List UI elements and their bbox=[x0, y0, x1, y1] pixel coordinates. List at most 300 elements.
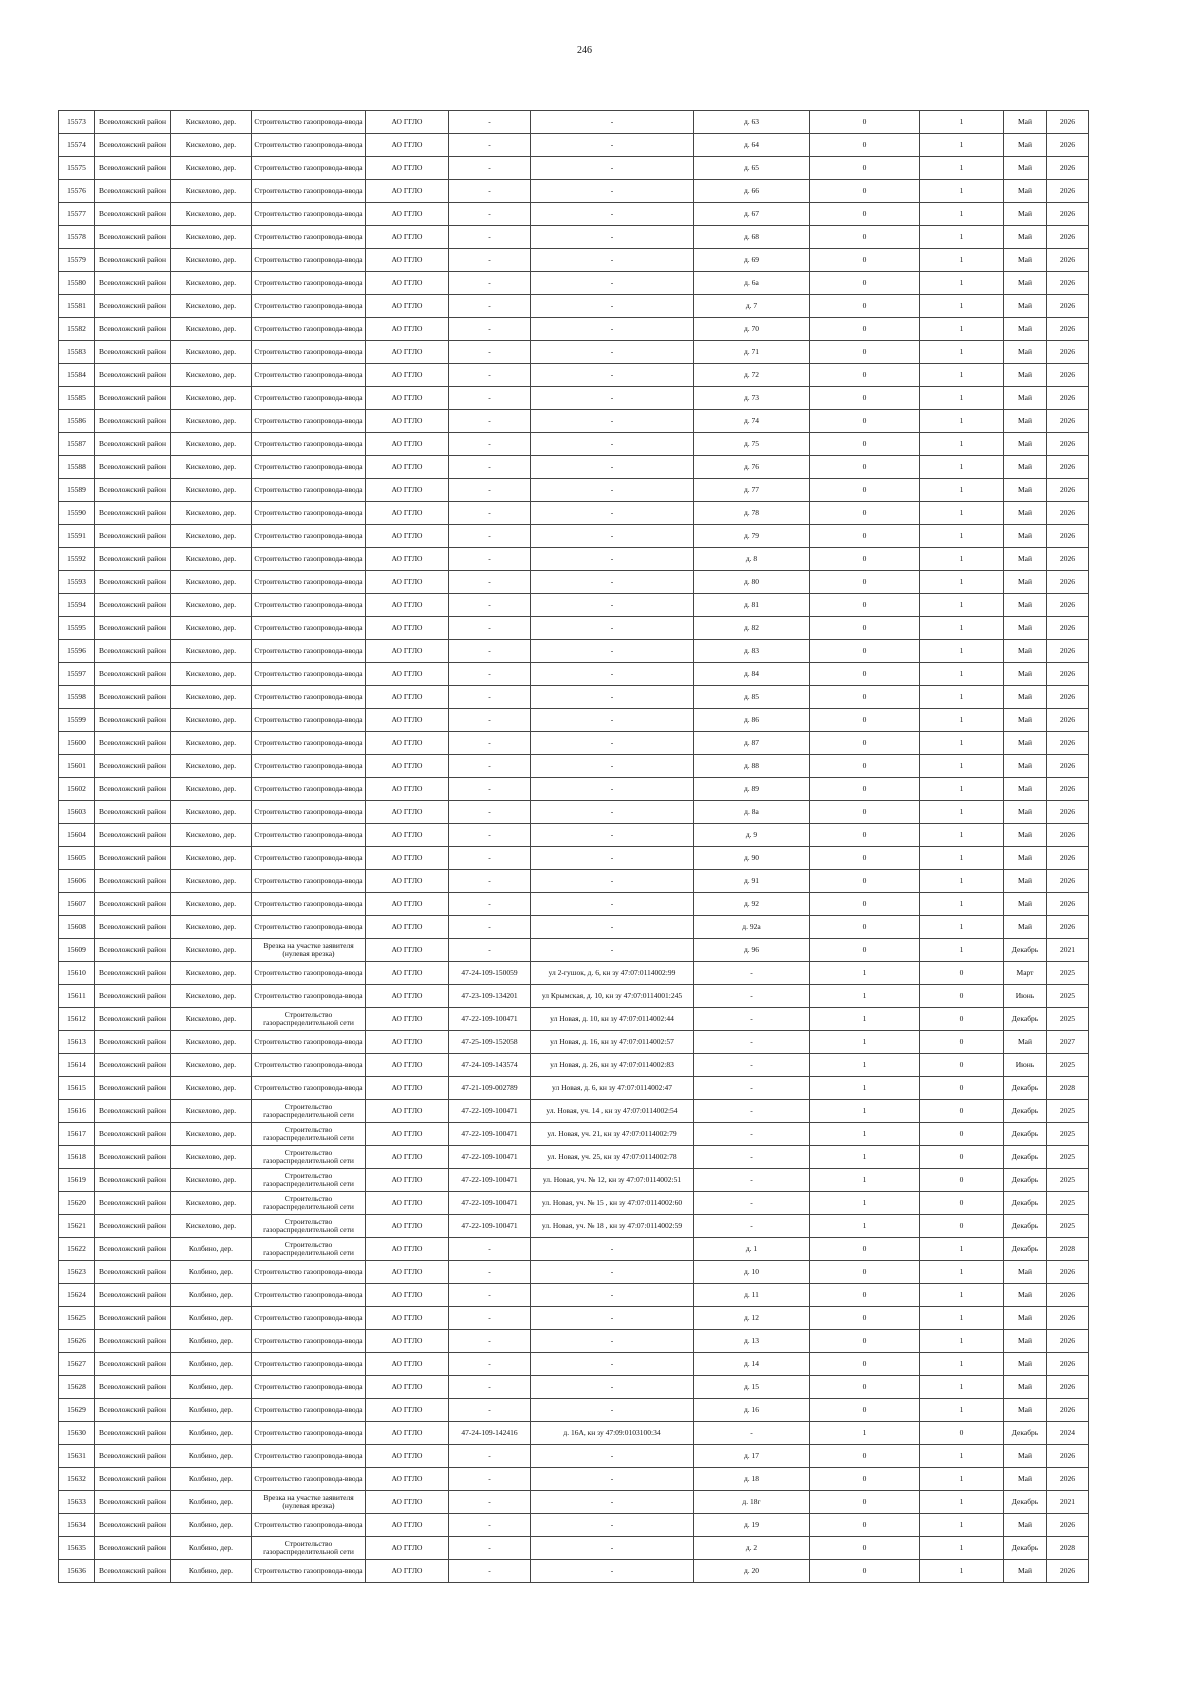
row-number-cell: 15591 bbox=[59, 525, 95, 548]
month-cell: Декабрь bbox=[1004, 1215, 1047, 1238]
address-cell: - bbox=[531, 893, 694, 916]
settlement-cell: Колбино, дер. bbox=[171, 1307, 252, 1330]
table-row bbox=[59, 203, 1089, 226]
count-b-cell: 1 bbox=[920, 1353, 1004, 1376]
settlement-cell: Кискелово, дер. bbox=[171, 1008, 252, 1031]
count-b-cell: 1 bbox=[920, 318, 1004, 341]
application-number-cell: - bbox=[449, 640, 531, 663]
organization-cell: АО ГГЛО bbox=[366, 1031, 449, 1054]
month-cell: Май bbox=[1004, 617, 1047, 640]
settlement-cell: Кискелово, дер. bbox=[171, 1054, 252, 1077]
year-cell: 2026 bbox=[1047, 1307, 1089, 1330]
count-a-cell: 0 bbox=[810, 617, 920, 640]
count-b-cell: 1 bbox=[920, 410, 1004, 433]
month-cell: Май bbox=[1004, 1376, 1047, 1399]
house-number-cell: - bbox=[694, 1146, 810, 1169]
organization-cell: АО ГГЛО bbox=[366, 1560, 449, 1583]
row-number-cell: 15621 bbox=[59, 1215, 95, 1238]
year-cell: 2026 bbox=[1047, 709, 1089, 732]
application-number-cell: 47-22-109-100471 bbox=[449, 1100, 531, 1123]
year-cell: 2028 bbox=[1047, 1238, 1089, 1261]
count-a-cell: 0 bbox=[810, 410, 920, 433]
address-cell: - bbox=[531, 226, 694, 249]
work-type-cell: Строительство газопровода-ввода bbox=[252, 985, 366, 1008]
table-row bbox=[59, 1008, 1089, 1031]
organization-cell: АО ГГЛО bbox=[366, 249, 449, 272]
work-type-cell: Строительство газораспределительной сети bbox=[252, 1238, 366, 1261]
address-cell: - bbox=[531, 1238, 694, 1261]
house-number-cell: д. 84 bbox=[694, 663, 810, 686]
organization-cell: АО ГГЛО bbox=[366, 410, 449, 433]
count-a-cell: 0 bbox=[810, 893, 920, 916]
organization-cell: АО ГГЛО bbox=[366, 686, 449, 709]
row-number-cell: 15618 bbox=[59, 1146, 95, 1169]
month-cell: Декабрь bbox=[1004, 1146, 1047, 1169]
district-cell: Всеволожский район bbox=[95, 640, 171, 663]
district-cell: Всеволожский район bbox=[95, 962, 171, 985]
year-cell: 2026 bbox=[1047, 157, 1089, 180]
count-b-cell: 1 bbox=[920, 1514, 1004, 1537]
year-cell: 2026 bbox=[1047, 1261, 1089, 1284]
row-number-cell: 15582 bbox=[59, 318, 95, 341]
count-a-cell: 1 bbox=[810, 1422, 920, 1445]
address-cell: - bbox=[531, 203, 694, 226]
work-type-cell: Строительство газопровода-ввода bbox=[252, 479, 366, 502]
address-cell: - bbox=[531, 272, 694, 295]
row-number-cell: 15627 bbox=[59, 1353, 95, 1376]
month-cell: Май bbox=[1004, 1031, 1047, 1054]
district-cell: Всеволожский район bbox=[95, 272, 171, 295]
count-b-cell: 0 bbox=[920, 1146, 1004, 1169]
organization-cell: АО ГГЛО bbox=[366, 1077, 449, 1100]
row-number-cell: 15603 bbox=[59, 801, 95, 824]
district-cell: Всеволожский район bbox=[95, 1399, 171, 1422]
count-b-cell: 0 bbox=[920, 985, 1004, 1008]
month-cell: Июнь bbox=[1004, 985, 1047, 1008]
year-cell: 2026 bbox=[1047, 893, 1089, 916]
count-b-cell: 1 bbox=[920, 1468, 1004, 1491]
application-number-cell: - bbox=[449, 709, 531, 732]
table-row bbox=[59, 1307, 1089, 1330]
application-number-cell: 47-22-109-100471 bbox=[449, 1146, 531, 1169]
settlement-cell: Кискелово, дер. bbox=[171, 916, 252, 939]
table-row bbox=[59, 1100, 1089, 1123]
count-a-cell: 0 bbox=[810, 801, 920, 824]
house-number-cell: д. 83 bbox=[694, 640, 810, 663]
count-b-cell: 0 bbox=[920, 1031, 1004, 1054]
settlement-cell: Колбино, дер. bbox=[171, 1445, 252, 1468]
settlement-cell: Кискелово, дер. bbox=[171, 479, 252, 502]
application-number-cell: - bbox=[449, 433, 531, 456]
organization-cell: АО ГГЛО bbox=[366, 1514, 449, 1537]
month-cell: Май bbox=[1004, 1261, 1047, 1284]
settlement-cell: Колбино, дер. bbox=[171, 1422, 252, 1445]
table-row bbox=[59, 433, 1089, 456]
house-number-cell: д. 19 bbox=[694, 1514, 810, 1537]
year-cell: 2026 bbox=[1047, 341, 1089, 364]
settlement-cell: Кискелово, дер. bbox=[171, 847, 252, 870]
count-b-cell: 1 bbox=[920, 824, 1004, 847]
settlement-cell: Кискелово, дер. bbox=[171, 410, 252, 433]
application-number-cell: - bbox=[449, 111, 531, 134]
row-number-cell: 15606 bbox=[59, 870, 95, 893]
count-a-cell: 0 bbox=[810, 1307, 920, 1330]
work-type-cell: Строительство газораспределительной сети bbox=[252, 1008, 366, 1031]
address-cell: - bbox=[531, 364, 694, 387]
work-type-cell: Строительство газопровода-ввода bbox=[252, 525, 366, 548]
month-cell: Май bbox=[1004, 801, 1047, 824]
row-number-cell: 15620 bbox=[59, 1192, 95, 1215]
address-cell: - bbox=[531, 134, 694, 157]
row-number-cell: 15635 bbox=[59, 1537, 95, 1560]
house-number-cell: д. 1 bbox=[694, 1238, 810, 1261]
organization-cell: АО ГГЛО bbox=[366, 1123, 449, 1146]
table-row bbox=[59, 939, 1089, 962]
application-number-cell: - bbox=[449, 203, 531, 226]
application-number-cell: - bbox=[449, 134, 531, 157]
district-cell: Всеволожский район bbox=[95, 1054, 171, 1077]
month-cell: Май bbox=[1004, 111, 1047, 134]
address-cell: - bbox=[531, 249, 694, 272]
address-cell: - bbox=[531, 1284, 694, 1307]
application-number-cell: - bbox=[449, 778, 531, 801]
organization-cell: АО ГГЛО bbox=[366, 1399, 449, 1422]
count-b-cell: 1 bbox=[920, 916, 1004, 939]
count-a-cell: 0 bbox=[810, 341, 920, 364]
settlement-cell: Кискелово, дер. bbox=[171, 1192, 252, 1215]
count-a-cell: 1 bbox=[810, 985, 920, 1008]
row-number-cell: 15584 bbox=[59, 364, 95, 387]
year-cell: 2025 bbox=[1047, 1054, 1089, 1077]
count-a-cell: 0 bbox=[810, 755, 920, 778]
month-cell: Май bbox=[1004, 755, 1047, 778]
count-b-cell: 1 bbox=[920, 663, 1004, 686]
district-cell: Всеволожский район bbox=[95, 870, 171, 893]
work-type-cell: Строительство газопровода-ввода bbox=[252, 1422, 366, 1445]
year-cell: 2021 bbox=[1047, 1491, 1089, 1514]
house-number-cell: д. 78 bbox=[694, 502, 810, 525]
address-cell: ул Новая, д. 16, кн зу 47:07:0114002:57 bbox=[531, 1031, 694, 1054]
table-row bbox=[59, 778, 1089, 801]
count-b-cell: 1 bbox=[920, 1491, 1004, 1514]
count-a-cell: 0 bbox=[810, 433, 920, 456]
month-cell: Май bbox=[1004, 893, 1047, 916]
table-row bbox=[59, 686, 1089, 709]
month-cell: Май bbox=[1004, 180, 1047, 203]
address-cell: - bbox=[531, 663, 694, 686]
application-number-cell: - bbox=[449, 663, 531, 686]
count-b-cell: 1 bbox=[920, 1238, 1004, 1261]
house-number-cell: д. 9 bbox=[694, 824, 810, 847]
table-row bbox=[59, 824, 1089, 847]
row-number-cell: 15605 bbox=[59, 847, 95, 870]
application-number-cell: - bbox=[449, 801, 531, 824]
settlement-cell: Колбино, дер. bbox=[171, 1399, 252, 1422]
settlement-cell: Кискелово, дер. bbox=[171, 111, 252, 134]
district-cell: Всеволожский район bbox=[95, 1215, 171, 1238]
month-cell: Май bbox=[1004, 1307, 1047, 1330]
house-number-cell: - bbox=[694, 1422, 810, 1445]
settlement-cell: Колбино, дер. bbox=[171, 1468, 252, 1491]
district-cell: Всеволожский район bbox=[95, 1031, 171, 1054]
count-a-cell: 0 bbox=[810, 1284, 920, 1307]
house-number-cell: д. 85 bbox=[694, 686, 810, 709]
house-number-cell: д. 96 bbox=[694, 939, 810, 962]
application-number-cell: - bbox=[449, 226, 531, 249]
row-number-cell: 15625 bbox=[59, 1307, 95, 1330]
count-a-cell: 0 bbox=[810, 226, 920, 249]
count-b-cell: 1 bbox=[920, 226, 1004, 249]
year-cell: 2025 bbox=[1047, 1215, 1089, 1238]
count-a-cell: 1 bbox=[810, 1054, 920, 1077]
work-type-cell: Строительство газопровода-ввода bbox=[252, 1468, 366, 1491]
table-row bbox=[59, 525, 1089, 548]
year-cell: 2026 bbox=[1047, 686, 1089, 709]
year-cell: 2026 bbox=[1047, 387, 1089, 410]
application-number-cell: 47-22-109-100471 bbox=[449, 1008, 531, 1031]
address-cell: - bbox=[531, 1307, 694, 1330]
work-type-cell: Строительство газораспределительной сети bbox=[252, 1192, 366, 1215]
application-number-cell: - bbox=[449, 410, 531, 433]
settlement-cell: Кискелово, дер. bbox=[171, 433, 252, 456]
organization-cell: АО ГГЛО bbox=[366, 1238, 449, 1261]
organization-cell: АО ГГЛО bbox=[366, 1054, 449, 1077]
count-b-cell: 1 bbox=[920, 571, 1004, 594]
house-number-cell: д. 66 bbox=[694, 180, 810, 203]
organization-cell: АО ГГЛО bbox=[366, 1422, 449, 1445]
work-type-cell: Строительство газопровода-ввода bbox=[252, 226, 366, 249]
work-type-cell: Строительство газопровода-ввода bbox=[252, 456, 366, 479]
work-type-cell: Строительство газопровода-ввода bbox=[252, 548, 366, 571]
settlement-cell: Колбино, дер. bbox=[171, 1261, 252, 1284]
work-type-cell: Строительство газораспределительной сети bbox=[252, 1146, 366, 1169]
month-cell: Май bbox=[1004, 571, 1047, 594]
settlement-cell: Кискелово, дер. bbox=[171, 755, 252, 778]
application-number-cell: - bbox=[449, 1445, 531, 1468]
count-a-cell: 0 bbox=[810, 1537, 920, 1560]
count-a-cell: 0 bbox=[810, 1399, 920, 1422]
address-cell: - bbox=[531, 318, 694, 341]
row-number-cell: 15614 bbox=[59, 1054, 95, 1077]
organization-cell: АО ГГЛО bbox=[366, 1537, 449, 1560]
row-number-cell: 15604 bbox=[59, 824, 95, 847]
month-cell: Май bbox=[1004, 410, 1047, 433]
address-cell: - bbox=[531, 1399, 694, 1422]
year-cell: 2026 bbox=[1047, 433, 1089, 456]
year-cell: 2026 bbox=[1047, 1353, 1089, 1376]
year-cell: 2026 bbox=[1047, 134, 1089, 157]
house-number-cell: - bbox=[694, 1192, 810, 1215]
count-b-cell: 1 bbox=[920, 1376, 1004, 1399]
month-cell: Май bbox=[1004, 249, 1047, 272]
work-type-cell: Строительство газопровода-ввода bbox=[252, 157, 366, 180]
district-cell: Всеволожский район bbox=[95, 594, 171, 617]
settlement-cell: Кискелово, дер. bbox=[171, 1031, 252, 1054]
year-cell: 2025 bbox=[1047, 1169, 1089, 1192]
table-row bbox=[59, 134, 1089, 157]
work-type-cell: Строительство газопровода-ввода bbox=[252, 847, 366, 870]
row-number-cell: 15611 bbox=[59, 985, 95, 1008]
count-b-cell: 0 bbox=[920, 1077, 1004, 1100]
application-number-cell: - bbox=[449, 870, 531, 893]
count-b-cell: 1 bbox=[920, 1445, 1004, 1468]
organization-cell: АО ГГЛО bbox=[366, 732, 449, 755]
organization-cell: АО ГГЛО bbox=[366, 893, 449, 916]
district-cell: Всеволожский район bbox=[95, 456, 171, 479]
work-type-cell: Строительство газопровода-ввода bbox=[252, 134, 366, 157]
house-number-cell: д. 18г bbox=[694, 1491, 810, 1514]
work-type-cell: Строительство газопровода-ввода bbox=[252, 272, 366, 295]
year-cell: 2026 bbox=[1047, 364, 1089, 387]
month-cell: Май bbox=[1004, 1399, 1047, 1422]
register-table bbox=[58, 110, 1089, 1583]
month-cell: Май bbox=[1004, 847, 1047, 870]
work-type-cell: Строительство газопровода-ввода bbox=[252, 502, 366, 525]
district-cell: Всеволожский район bbox=[95, 571, 171, 594]
district-cell: Всеволожский район bbox=[95, 1146, 171, 1169]
settlement-cell: Кискелово, дер. bbox=[171, 1215, 252, 1238]
house-number-cell: д. 67 bbox=[694, 203, 810, 226]
table-row bbox=[59, 847, 1089, 870]
table-row bbox=[59, 456, 1089, 479]
table-row bbox=[59, 341, 1089, 364]
address-cell: ул. Новая, уч. № 15 , кн зу 47:07:0114002:60 bbox=[531, 1192, 694, 1215]
application-number-cell: - bbox=[449, 387, 531, 410]
organization-cell: АО ГГЛО bbox=[366, 1353, 449, 1376]
organization-cell: АО ГГЛО bbox=[366, 479, 449, 502]
house-number-cell: д. 74 bbox=[694, 410, 810, 433]
year-cell: 2026 bbox=[1047, 1560, 1089, 1583]
work-type-cell: Строительство газопровода-ввода bbox=[252, 180, 366, 203]
month-cell: Декабрь bbox=[1004, 1123, 1047, 1146]
row-number-cell: 15608 bbox=[59, 916, 95, 939]
table-row bbox=[59, 387, 1089, 410]
count-a-cell: 0 bbox=[810, 1330, 920, 1353]
application-number-cell: - bbox=[449, 1284, 531, 1307]
house-number-cell: д. 68 bbox=[694, 226, 810, 249]
application-number-cell: 47-21-109-002789 bbox=[449, 1077, 531, 1100]
count-b-cell: 1 bbox=[920, 640, 1004, 663]
table-row bbox=[59, 111, 1089, 134]
address-cell: - bbox=[531, 916, 694, 939]
settlement-cell: Кискелово, дер. bbox=[171, 594, 252, 617]
count-b-cell: 1 bbox=[920, 1537, 1004, 1560]
month-cell: Май bbox=[1004, 387, 1047, 410]
work-type-cell: Строительство газопровода-ввода bbox=[252, 1560, 366, 1583]
year-cell: 2026 bbox=[1047, 571, 1089, 594]
work-type-cell: Строительство газопровода-ввода bbox=[252, 801, 366, 824]
table-row bbox=[59, 1560, 1089, 1583]
month-cell: Декабрь bbox=[1004, 1422, 1047, 1445]
settlement-cell: Колбино, дер. bbox=[171, 1238, 252, 1261]
table-row bbox=[59, 1537, 1089, 1560]
row-number-cell: 15580 bbox=[59, 272, 95, 295]
month-cell: Май bbox=[1004, 778, 1047, 801]
row-number-cell: 15573 bbox=[59, 111, 95, 134]
count-a-cell: 0 bbox=[810, 548, 920, 571]
count-a-cell: 0 bbox=[810, 479, 920, 502]
organization-cell: АО ГГЛО bbox=[366, 134, 449, 157]
table-row bbox=[59, 1353, 1089, 1376]
application-number-cell: - bbox=[449, 479, 531, 502]
house-number-cell: - bbox=[694, 962, 810, 985]
district-cell: Всеволожский район bbox=[95, 778, 171, 801]
count-a-cell: 0 bbox=[810, 1445, 920, 1468]
row-number-cell: 15586 bbox=[59, 410, 95, 433]
house-number-cell: д. 88 bbox=[694, 755, 810, 778]
address-cell: - bbox=[531, 1445, 694, 1468]
count-a-cell: 0 bbox=[810, 456, 920, 479]
month-cell: Декабрь bbox=[1004, 1169, 1047, 1192]
month-cell: Май bbox=[1004, 295, 1047, 318]
district-cell: Всеволожский район bbox=[95, 111, 171, 134]
address-cell: ул Новая, д. 6, кн зу 47:07:0114002:47 bbox=[531, 1077, 694, 1100]
month-cell: Май bbox=[1004, 686, 1047, 709]
district-cell: Всеволожский район bbox=[95, 1192, 171, 1215]
table-row bbox=[59, 272, 1089, 295]
row-number-cell: 15602 bbox=[59, 778, 95, 801]
count-b-cell: 1 bbox=[920, 1399, 1004, 1422]
application-number-cell: 47-24-109-150059 bbox=[449, 962, 531, 985]
month-cell: Май bbox=[1004, 226, 1047, 249]
organization-cell: АО ГГЛО bbox=[366, 847, 449, 870]
count-a-cell: 0 bbox=[810, 571, 920, 594]
work-type-cell: Строительство газопровода-ввода bbox=[252, 778, 366, 801]
year-cell: 2025 bbox=[1047, 1123, 1089, 1146]
year-cell: 2026 bbox=[1047, 226, 1089, 249]
work-type-cell: Строительство газораспределительной сети bbox=[252, 1169, 366, 1192]
count-b-cell: 1 bbox=[920, 847, 1004, 870]
address-cell: - bbox=[531, 824, 694, 847]
application-number-cell: - bbox=[449, 364, 531, 387]
count-a-cell: 0 bbox=[810, 134, 920, 157]
month-cell: Март bbox=[1004, 962, 1047, 985]
district-cell: Всеволожский район bbox=[95, 1169, 171, 1192]
month-cell: Декабрь bbox=[1004, 1491, 1047, 1514]
application-number-cell: - bbox=[449, 157, 531, 180]
organization-cell: АО ГГЛО bbox=[366, 962, 449, 985]
work-type-cell: Строительство газопровода-ввода bbox=[252, 1284, 366, 1307]
month-cell: Май bbox=[1004, 157, 1047, 180]
month-cell: Май bbox=[1004, 824, 1047, 847]
row-number-cell: 15592 bbox=[59, 548, 95, 571]
month-cell: Май bbox=[1004, 456, 1047, 479]
house-number-cell: д. 12 bbox=[694, 1307, 810, 1330]
row-number-cell: 15636 bbox=[59, 1560, 95, 1583]
work-type-cell: Строительство газопровода-ввода bbox=[252, 1054, 366, 1077]
count-a-cell: 0 bbox=[810, 663, 920, 686]
count-a-cell: 0 bbox=[810, 364, 920, 387]
district-cell: Всеволожский район bbox=[95, 709, 171, 732]
count-b-cell: 0 bbox=[920, 1123, 1004, 1146]
row-number-cell: 15577 bbox=[59, 203, 95, 226]
year-cell: 2026 bbox=[1047, 755, 1089, 778]
count-b-cell: 0 bbox=[920, 1169, 1004, 1192]
work-type-cell: Врезка на участке заявителя (нулевая врезка) bbox=[252, 1491, 366, 1514]
count-a-cell: 0 bbox=[810, 1514, 920, 1537]
table-row bbox=[59, 1330, 1089, 1353]
house-number-cell: д. 20 bbox=[694, 1560, 810, 1583]
table-row bbox=[59, 502, 1089, 525]
application-number-cell: - bbox=[449, 732, 531, 755]
work-type-cell: Строительство газопровода-ввода bbox=[252, 893, 366, 916]
application-number-cell: - bbox=[449, 1491, 531, 1514]
row-number-cell: 15587 bbox=[59, 433, 95, 456]
count-a-cell: 0 bbox=[810, 387, 920, 410]
table-row bbox=[59, 893, 1089, 916]
organization-cell: АО ГГЛО bbox=[366, 318, 449, 341]
count-b-cell: 1 bbox=[920, 295, 1004, 318]
